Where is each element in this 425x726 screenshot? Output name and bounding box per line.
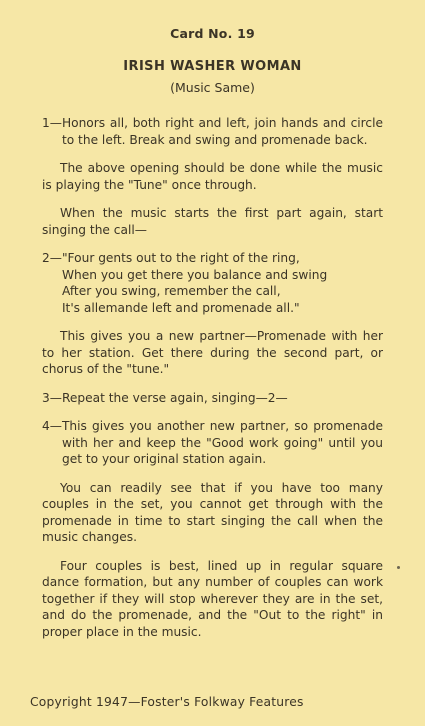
- instruction-4: [42, 418, 383, 468]
- card-subtitle: (Music Same): [170, 80, 255, 95]
- instruction-text: Honors all, both right and left, join hands and circle to the left. Break and swing and promenade back.: [61, 116, 383, 147]
- paragraph-new-partner: This gives you a new partner—Promenade with her to her station. Get there during the second part, or chorus of the "tune.": [42, 329, 383, 376]
- paragraph-too-many-couples: You can readily see that if you have too many couples in the set, you cannot get through with the promenade in time to start singing the call when the music changes.: [42, 480, 383, 544]
- card-number: Card No. 19: [170, 26, 255, 41]
- instruction-text: Repeat the verse again, singing—2—: [61, 390, 288, 405]
- call-line: After you swing, remember the call,: [61, 284, 281, 298]
- call-line: "Four gents out to the right of the ring,: [61, 251, 300, 265]
- instruction-3: [42, 390, 383, 407]
- instruction-number: 2—: [42, 251, 62, 265]
- instruction-1: [42, 115, 383, 148]
- instruction-number: 3—: [42, 390, 62, 405]
- card-title: IRISH WASHER WOMAN: [123, 59, 302, 74]
- call-line: It's allemande left and promenade all.": [61, 300, 300, 315]
- instruction-text: This gives you another new partner, so promenade with her and keep the "Good work going" until you get to your original station again.: [61, 419, 383, 466]
- paragraph-opening: The above opening should be done while the music is playing the "Tune" once through.: [42, 161, 383, 192]
- print-speck: [397, 566, 400, 569]
- instruction-number: 1—: [42, 116, 62, 130]
- call-line: When you get there you balance and swing: [61, 267, 328, 282]
- instruction-2: [42, 250, 383, 316]
- paragraph-music-starts: When the music starts the first part again, start singing the call—: [42, 206, 383, 237]
- paragraph-four-couples: Four couples is best, lined up in regular square dance formation, but any number of couples can work together if they will stop wherever they are in the set, and do the promenade, and the "Out to the right" in proper place in the music.: [42, 558, 383, 639]
- instruction-number: 4—: [42, 419, 62, 433]
- copyright-line: Copyright 1947—Foster's Folkway Features: [30, 695, 304, 709]
- call-verse: [62, 250, 383, 316]
